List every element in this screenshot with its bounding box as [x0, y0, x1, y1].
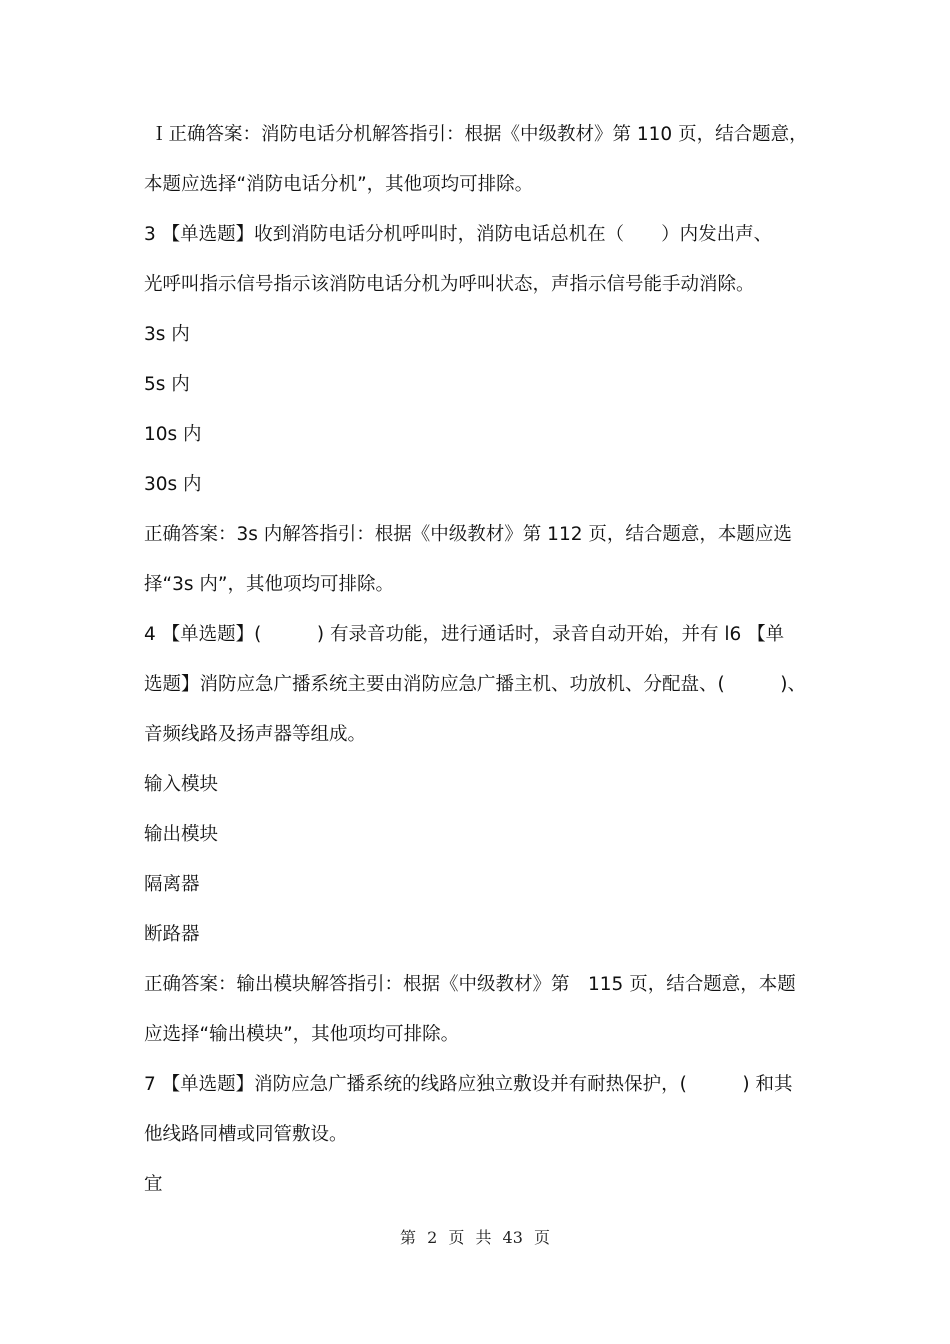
answer-explanation-line: 应选择“输出模块”，其他项均可排除。	[144, 1024, 460, 1045]
question-6-stem: 选题】消防应急广播系统主要由消防应急广播主机、功放机、分配盘、( )、	[144, 674, 806, 695]
answer-explanation-line: 正确答案：输出模块解答指引：根据《中级教材》第 115 页，结合题意，本题	[144, 974, 796, 995]
option-line: 隔离器	[144, 874, 200, 895]
question-3-stem: 光呼叫指示信号指示该消防电话分机为呼叫状态，声指示信号能手动消除。	[144, 274, 755, 295]
option-line: 输出模块	[144, 824, 219, 845]
answer-explanation-line: 择“3s 内”，其他项均可排除。	[144, 574, 394, 595]
option-line: 30s 内	[144, 474, 202, 495]
answer-explanation-line: 正确答案：3s 内解答指引：根据《中级教材》第 112 页，结合题意，本题应选	[144, 524, 792, 545]
question-7-stem: 7 【单选题】消防应急广播系统的线路应独立敷设并有耐热保护，( ) 和其	[144, 1074, 793, 1095]
option-line: 输入模块	[144, 774, 219, 795]
answer-explanation-line: Ｉ正确答案：消防电话分机解答指引：根据《中级教材》第 110 页，结合题意，	[150, 124, 808, 145]
page-number-footer: 第 2 页 共 43 页	[400, 1228, 550, 1247]
option-line: 宜	[144, 1174, 163, 1195]
option-line: 断路器	[144, 924, 200, 945]
option-line: 3s 内	[144, 324, 190, 345]
question-4-stem: 4 【单选题】( ) 有录音功能，进行通话时，录音自动开始，并有 l6 【单	[144, 624, 785, 645]
option-line: 10s 内	[144, 424, 202, 445]
question-7-stem: 他线路同槽或同管敷设。	[144, 1124, 348, 1145]
answer-explanation-line: 本题应选择“消防电话分机”，其他项均可排除。	[144, 174, 534, 195]
option-line: 5s 内	[144, 374, 190, 395]
question-6-stem: 音频线路及扬声器等组成。	[144, 724, 367, 745]
question-3-stem: 3 【单选题】收到消防电话分机呼叫时，消防电话总机在（ ）内发出声、	[144, 224, 773, 245]
